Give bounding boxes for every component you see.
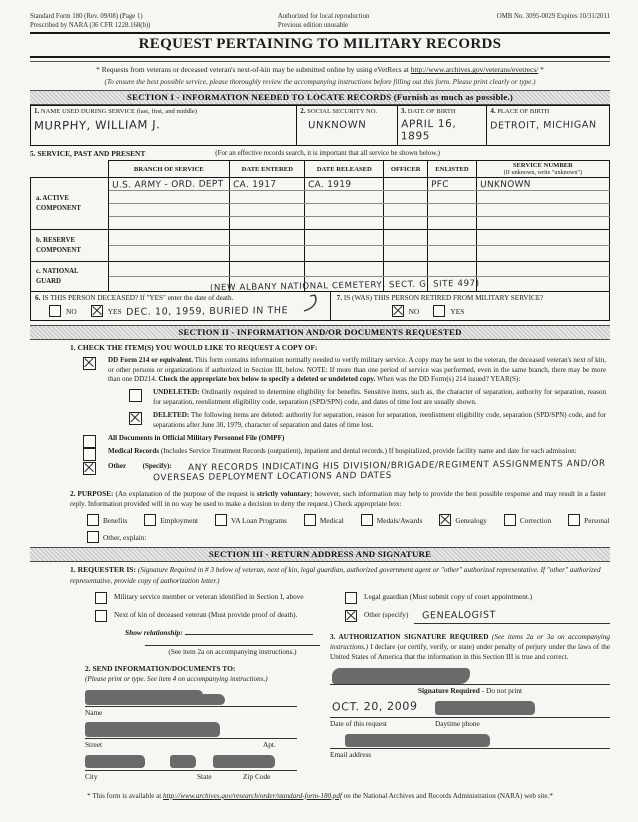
dd214-bold2: Check the appropriate box below to specify a deleted or undeleted copy. xyxy=(158,375,376,384)
field2-number: 2. xyxy=(300,107,306,116)
other-specify-bold: Other (Specify): xyxy=(108,461,172,470)
q7-number: 7. xyxy=(336,294,343,303)
item5-note: (For an effective records search, it is important that all service be shown below.) xyxy=(215,149,440,158)
purpose-genealogy xyxy=(435,514,487,526)
item5-label: SERVICE, PAST AND PRESENT xyxy=(37,149,146,159)
dd214-checkbox[interactable] xyxy=(83,357,96,370)
email-line[interactable] xyxy=(330,733,610,749)
auth-text: I declare (or certify, verify, or state) under penalty of perjury under the laws of the United States of America that the information in this Section III is true and correct. xyxy=(330,643,610,662)
instruction-note: (To ensure the best possible service, please thoroughly review the accompanying instructions before filling out this form. Please print clearly or type.) xyxy=(104,78,536,87)
requester-bold: REQUESTER IS: xyxy=(77,565,137,575)
correction-checkbox[interactable] xyxy=(504,514,516,526)
medical-text: (Includes Service Treatment Records (outpatient), inpatient and dental records.) If hospitalized, provide facility name and date for each admission: xyxy=(159,447,577,456)
section3-columns xyxy=(85,586,610,782)
active-empty-row[interactable] xyxy=(31,217,610,230)
requester-other-checkbox[interactable] xyxy=(345,610,357,622)
ompf-label: All Documents in Official Military Personnel File (OMPF) xyxy=(108,433,285,442)
item5-service-header xyxy=(30,149,610,158)
dd214-item xyxy=(30,356,610,384)
requester-number: 1. xyxy=(70,565,76,575)
field-place-of-birth[interactable] xyxy=(487,106,610,146)
field1-number: 1. xyxy=(34,107,40,116)
send-to-bold: SEND INFORMATION/DOCUMENTS TO: xyxy=(92,663,236,673)
purpose-correction xyxy=(500,514,551,526)
form-title: REQUEST PERTAINING TO MILITARY RECORDS xyxy=(30,34,610,58)
requester-nok-row xyxy=(95,610,330,622)
q6-label: IS THIS PERSON DECEASED? If "YES" enter the date of death. xyxy=(42,294,234,303)
deleted-item xyxy=(30,411,610,430)
date-of-death-value: DEC. 10, 1959, BURIED IN THE xyxy=(125,304,289,318)
enlisted-value: PFC xyxy=(431,179,450,190)
footer-pre: * This form is available at xyxy=(87,791,164,800)
purpose-checkboxes xyxy=(83,514,610,526)
reserve-component-row[interactable] xyxy=(31,230,610,246)
field4-label: PLACE OF BIRTH xyxy=(497,108,550,116)
form-id-line1: Standard Form 180 (Rev. 09/08) (Page 1) xyxy=(30,13,143,20)
show-relationship-label: Show relationship: xyxy=(125,627,183,637)
cell-branch-a1[interactable] xyxy=(108,178,230,191)
section2-item1: 1. CHECK THE ITEM(S) YOU WOULD LIKE TO REQUEST A COPY OF: xyxy=(70,343,318,353)
q7-yes-label: YES xyxy=(450,306,465,316)
correction-label: Correction xyxy=(519,515,552,525)
reproduction-note-block xyxy=(278,12,370,30)
other-specify-value-line1: ANY RECORDS INDICATING HIS DIVISION/BRIGADE/REGIMENT ASSIGNMENTS AND/OR xyxy=(188,458,607,473)
ssn-value: UNKNOWN xyxy=(308,120,367,132)
redaction xyxy=(85,755,145,768)
see-item-2a-note: (See item 2a on accompanying instructions.) xyxy=(145,645,320,656)
q7-label: IS (WAS) THIS PERSON RETIRED FROM MILITARY SERVICE? xyxy=(343,294,544,303)
cell-service-a1[interactable] xyxy=(476,178,609,191)
requester-guardian-checkbox[interactable] xyxy=(345,592,357,604)
col-date-released: DATE RELEASED xyxy=(305,161,384,178)
redaction xyxy=(195,694,225,705)
arrow-to-cemetery-note-icon xyxy=(300,292,324,312)
purpose-medical xyxy=(300,514,344,526)
purpose-other-explain xyxy=(83,531,610,543)
purpose-va-loan xyxy=(211,514,287,526)
dob-value: APRIL 16, 1895 xyxy=(400,118,457,143)
medical-checkbox[interactable] xyxy=(83,448,96,461)
purpose-personal xyxy=(564,514,609,526)
field2-label: SOCIAL SECURITY NO. xyxy=(307,108,378,116)
item5-number: 5. xyxy=(30,149,36,159)
other-specify-item xyxy=(30,458,610,484)
evetrecs-link[interactable]: http://www.archives.gov/veterans/evetrecs/ xyxy=(410,65,539,75)
field-date-of-birth[interactable] xyxy=(397,106,487,146)
genealogy-checkbox[interactable] xyxy=(439,514,451,526)
state-label: State xyxy=(197,771,212,781)
service-number-value: UNKNOWN xyxy=(479,179,531,191)
other-explain-checkbox[interactable] xyxy=(87,531,99,543)
email-label: Email address xyxy=(330,750,372,760)
requester-other-write-line[interactable] xyxy=(414,610,610,624)
redaction xyxy=(85,722,220,737)
redaction xyxy=(345,734,490,747)
q6-yes-label: YES xyxy=(107,306,122,316)
signature-caption xyxy=(330,686,610,695)
q6-yes-checkbox[interactable] xyxy=(91,305,103,317)
authorization-paragraph xyxy=(330,632,610,662)
requester-guardian-row xyxy=(345,592,610,604)
signature-line[interactable] xyxy=(330,667,610,685)
redaction xyxy=(170,755,196,768)
name-value: MURPHY, WILLIAM J. xyxy=(33,117,161,134)
other-specify-value-line2: OVERSEAS DEPLOYMENT LOCATIONS AND DATES xyxy=(152,470,392,484)
service-table-corner xyxy=(31,161,109,178)
send-to-number: 2. xyxy=(85,663,91,673)
active-empty-row[interactable] xyxy=(31,191,610,204)
form-id-block xyxy=(30,12,150,30)
cell-officer-a1[interactable] xyxy=(384,178,428,191)
dd214-text: This form contains information normally needed to verify military service. A copy may be sent to the veteran, the deceased veteran's next of kin, or other persons or organizations if authorized in Section III, below. NOTE: If more than one period of service was performed, even in the same branch, there may be more than one DD214. xyxy=(108,356,606,384)
medical-bold: Medical Records xyxy=(108,447,160,456)
footer-note xyxy=(30,792,610,800)
col-branch-of-service: BRANCH OF SERVICE xyxy=(108,161,230,178)
medical-records-item xyxy=(30,447,610,456)
field1-label: NAME USED DURING SERVICE (last, first, and middle) xyxy=(40,108,197,116)
row-a-label: a. ACTIVE COMPONENT xyxy=(31,178,109,230)
pob-value: DETROIT, MICHIGAN xyxy=(490,119,598,132)
service-table-wrap xyxy=(30,160,610,292)
medals-awards-checkbox[interactable] xyxy=(361,514,373,526)
branch-value: U.S. ARMY - ORD. DEPT xyxy=(111,179,224,191)
section1-heading: SECTION I - INFORMATION NEEDED TO LOCATE RECORDS (Furnish as much as possible.) xyxy=(30,90,610,105)
medical-purpose-label: Medical xyxy=(319,515,344,525)
col-date-entered: DATE ENTERED xyxy=(230,161,305,178)
field3-label: DATE OF BIRTH xyxy=(407,108,456,116)
purpose-bold2: strictly voluntary xyxy=(256,489,311,498)
section3-heading: SECTION III - RETURN ADDRESS AND SIGNATURE xyxy=(30,547,610,562)
va-loan-label: VA Loan Programs xyxy=(231,515,287,525)
show-relationship-row xyxy=(125,628,330,637)
name-label: Name xyxy=(85,707,103,717)
date-phone-line[interactable] xyxy=(330,699,610,718)
auth-line2: Previous edition unusable xyxy=(277,22,349,30)
undeleted-bold: UNDELETED: xyxy=(153,388,200,397)
purpose-text1: (An explanation of the purpose of the request is xyxy=(113,489,257,498)
section3-left-column xyxy=(85,586,330,782)
personal-checkbox[interactable] xyxy=(568,514,580,526)
purpose-benefits xyxy=(83,514,127,526)
do-not-print-label: - Do not print xyxy=(479,686,523,696)
cell-entered-a1[interactable] xyxy=(230,178,305,191)
question-7-retired xyxy=(331,292,609,320)
genealogy-label: Genealogy xyxy=(455,515,487,525)
purpose-text2: ; however, such information may help to provide the best possible response and may result in a faster reply. Information provided will in no way be used to make a decision to deny the request.) Check appropriate box: xyxy=(70,489,607,508)
section2-heading: SECTION II - INFORMATION AND/OR DOCUMENTS REQUESTED xyxy=(30,325,610,340)
row-b-label: b. RESERVE COMPONENT xyxy=(31,230,109,262)
undeleted-item xyxy=(30,388,610,407)
q6-number: 6. xyxy=(35,294,41,303)
identity-fields xyxy=(30,105,610,146)
date-released-value: CA. 1919 xyxy=(308,179,352,191)
auth-italic: (See items 2a or 3a on accompanying instructions.) xyxy=(330,632,610,652)
redaction xyxy=(332,668,470,684)
date-entered-value: CA. 1917 xyxy=(233,179,277,191)
other-specify-checkbox[interactable] xyxy=(83,462,96,475)
field-name-used-during-service[interactable] xyxy=(31,106,297,146)
national-guard-row[interactable] xyxy=(31,262,610,277)
online-note-end: * xyxy=(538,65,544,75)
medical-purpose-checkbox[interactable] xyxy=(304,514,316,526)
col-officer: OFFICER xyxy=(384,161,428,178)
field3-number: 3. xyxy=(400,107,407,116)
other-explain-label: Other, explain: xyxy=(103,532,147,542)
zip-label: Zip Code xyxy=(243,771,271,781)
requester-nok-checkbox[interactable] xyxy=(95,610,107,622)
employment-label: Employment xyxy=(160,515,199,525)
cell-enlisted-a1[interactable] xyxy=(428,178,477,191)
requester-nok-label: Next of kin of deceased veteran (Must provide proof of death). xyxy=(114,609,298,619)
auth-line1: Authorized for local reproduction xyxy=(277,13,370,20)
requester-is-paragraph xyxy=(70,565,610,586)
benefits-label: Benefits xyxy=(103,515,128,525)
active-empty-row[interactable] xyxy=(31,204,610,217)
dd214-bold: DD Form 214 or equivalent. xyxy=(108,356,193,365)
deleted-bold: DELETED: xyxy=(153,411,190,420)
deleted-checkbox[interactable] xyxy=(129,412,142,425)
deleted-text: The following items are deleted: authority for separation, reason for separation, reenlistment eligibility code, separation (SPD/SPN) code, and for separations after June 30, 1979, character of separation and dates of time lost. xyxy=(153,411,606,429)
footer-url-link[interactable]: http://www.archives.gov/research/order/standard-form-180.pdf xyxy=(163,791,342,800)
online-submission-note xyxy=(30,61,610,74)
footer-post: on the National Archives and Records Administration (NARA) web site.* xyxy=(341,791,553,800)
purpose-employment xyxy=(140,514,198,526)
requester-military-checkbox[interactable] xyxy=(95,592,107,604)
request-date-value: OCT. 20, 2009 xyxy=(331,699,418,714)
q7-yes-checkbox[interactable] xyxy=(433,305,445,317)
redaction xyxy=(85,690,203,705)
requester-other-value: GENEALOGIST xyxy=(422,609,497,622)
relationship-write-line[interactable] xyxy=(185,634,313,635)
q6-no-label: NO xyxy=(66,306,77,316)
q7-no-checkbox[interactable] xyxy=(392,305,404,317)
requester-guardian-label: Legal guardian (Must submit copy of court appointment.) xyxy=(364,591,533,601)
col-service-number xyxy=(476,161,609,178)
field-ssn[interactable] xyxy=(297,106,398,146)
redaction xyxy=(213,755,275,768)
send-to-italic: (Please print or type. See item 4 on accompanying instructions.) xyxy=(85,674,268,683)
question-6-deceased xyxy=(31,292,331,320)
requester-other-row xyxy=(345,610,610,624)
auth-bold: AUTHORIZATION SIGNATURE REQUIRED xyxy=(338,632,489,641)
active-component-row xyxy=(31,178,610,191)
auth-number: 3. xyxy=(330,632,336,641)
reserve-empty-row[interactable] xyxy=(31,246,610,262)
field4-number: 4. xyxy=(490,107,496,116)
purpose-paragraph xyxy=(70,490,610,509)
online-note-text: * Requests from veterans or deceased veteran's next-of-kin may be submitted online by using eVetRecs at xyxy=(96,65,411,75)
undeleted-text: Ordinarily required to determine eligibility for benefits. Sensitive items, such as, the character of separation, authority for separation, reason for separation, reenlistment eligibility code, separation (SPD/SPN) code, and dates of time lost are usually shown. xyxy=(153,388,606,406)
street-write-line[interactable] xyxy=(85,721,297,739)
phone-label: Daytime phone xyxy=(435,719,480,729)
omb-number: OMB No. 3095-0029 Expires 10/31/2011 xyxy=(496,13,610,20)
deceased-retired-row xyxy=(30,292,610,321)
city-label: City xyxy=(85,771,98,781)
signature-required-label: Signature Required xyxy=(417,686,480,696)
form-header xyxy=(30,12,610,30)
purpose-medals xyxy=(357,514,423,526)
va-loan-checkbox[interactable] xyxy=(215,514,227,526)
requester-italic: (Signature Required in # 3 below of veteran, next of kin, legal guardian, authorized government agent or "other" authorized representative. If "other" authorized representative, provide copy of authorization letter.) xyxy=(70,566,601,585)
requester-military-label: Military service member or veteran identified in Section I, above xyxy=(114,591,304,601)
service-number-label: SERVICE NUMBER xyxy=(512,162,573,170)
ompf-checkbox[interactable] xyxy=(83,435,96,448)
requester-other-label: Other (specify) xyxy=(364,609,409,619)
ompf-item xyxy=(30,434,610,443)
purpose-number: 2. xyxy=(70,489,76,498)
cell-released-a1[interactable] xyxy=(305,178,384,191)
form-id-line2: Prescribed by NARA (36 CFR 1228.168(b)) xyxy=(30,22,151,30)
undeleted-checkbox[interactable] xyxy=(129,389,142,402)
medals-awards-label: Medals/Awards xyxy=(376,515,423,525)
name-write-line[interactable] xyxy=(85,689,297,707)
benefits-checkbox[interactable] xyxy=(87,514,99,526)
row-c-label: c. NATIONAL GUARD xyxy=(31,262,109,292)
dd214-text2: When was the DD Form(s) 214 issued? YEAR(S): xyxy=(375,375,521,384)
purpose-bold: PURPOSE: xyxy=(77,489,114,498)
employment-checkbox[interactable] xyxy=(144,514,156,526)
date-label: Date of this request xyxy=(330,719,387,729)
redaction xyxy=(435,701,535,715)
send-to-block xyxy=(85,664,330,782)
q6-no-checkbox[interactable] xyxy=(49,305,61,317)
city-write-line[interactable] xyxy=(85,753,297,771)
cemetery-annotation: (NEW ALBANY NATIONAL CEMETERY, SECT. G, SITE 497) xyxy=(209,278,480,294)
section3-right-column xyxy=(330,586,610,782)
service-table xyxy=(30,160,610,292)
service-number-note: (If unknown, write "unknown") xyxy=(503,169,583,177)
apt-label: Apt. xyxy=(263,739,276,749)
requester-military-row xyxy=(95,592,330,604)
personal-label: Personal xyxy=(584,515,610,525)
col-enlisted: ENLISTED xyxy=(428,161,477,178)
q7-no-label: NO xyxy=(408,306,420,316)
street-label: Street xyxy=(85,739,103,749)
